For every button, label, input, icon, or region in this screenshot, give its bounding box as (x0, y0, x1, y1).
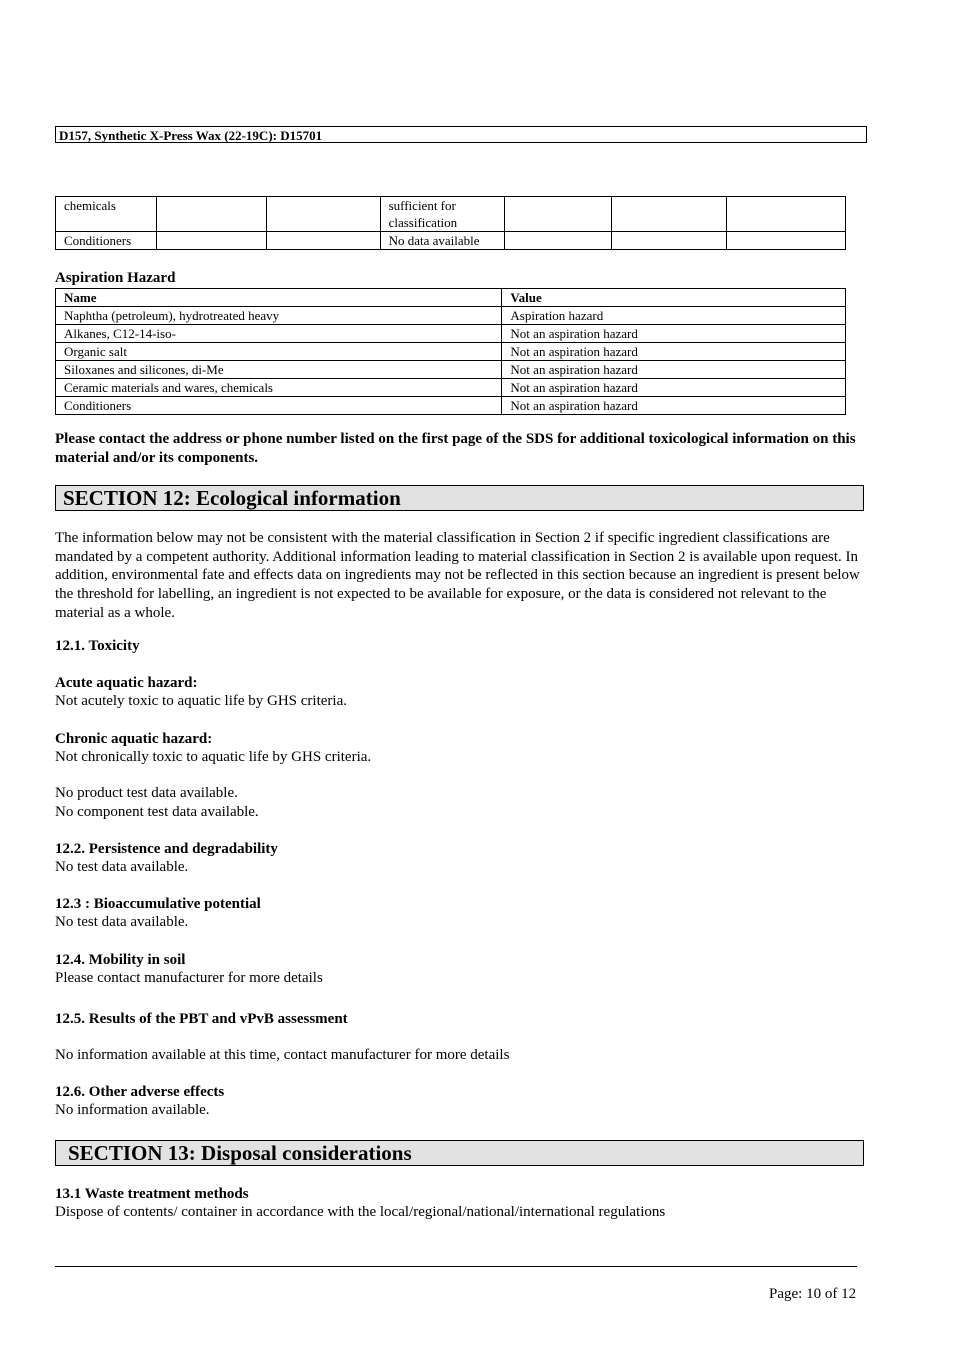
table-row (56, 397, 846, 415)
table-row (56, 361, 846, 379)
waste-treatment-heading: 13.1 Waste treatment methods (55, 1186, 249, 1202)
toxicity-heading: 12.1. Toxicity (55, 638, 140, 654)
acute-heading: Acute aquatic hazard: (55, 675, 198, 691)
table-cell: Not an aspiration hazard (502, 397, 846, 415)
column-header-value: Value (502, 289, 846, 307)
table-cell: No data available (380, 232, 504, 250)
table-header-row (56, 289, 846, 307)
table-cell: Not an aspiration hazard (502, 343, 846, 361)
table-cell: Not an aspiration hazard (502, 379, 846, 397)
mobility-heading: 12.4. Mobility in soil (55, 952, 186, 968)
aspiration-hazard-table (55, 288, 846, 415)
table-cell: Conditioners (56, 232, 157, 250)
table-cell: Aspiration hazard (502, 307, 846, 325)
bioaccumulative-text: No test data available. (55, 914, 189, 930)
no-product-data: No product test data available. (55, 785, 238, 801)
other-effects-heading: 12.6. Other adverse effects (55, 1084, 225, 1100)
bioaccumulative-heading: 12.3 : Bioaccumulative potential (55, 896, 261, 912)
section-13-title: SECTION 13: Disposal considerations (55, 1140, 864, 1166)
table-cell (727, 232, 846, 250)
contact-note: Please contact the address or phone number listed on the first page of the SDS for additional toxicological information on this material and/or its components. (55, 431, 856, 466)
table-cell (156, 232, 266, 250)
continued-toxicity-table (55, 196, 846, 250)
no-component-data: No component test data available. (55, 804, 259, 820)
section-12-intro: The information below may not be consistent with the material classification in Section 2 if specific ingredient classifications are mandated by a competent authority. Additional information leading to material classification in Section 2 is available upon request. In addition, environmental fate and effects data on ingredients may not be reflected in this section because an ingredient is present below the threshold for labelling, an ingredient is not expected to be available for exposure, or the data is considered not relevant to the material as a whole. (55, 530, 860, 621)
table-cell: Naphtha (petroleum), hydrotreated heavy (56, 307, 502, 325)
table-cell: Not an aspiration hazard (502, 325, 846, 343)
table-row (56, 307, 846, 325)
table-cell (612, 232, 727, 250)
aspiration-hazard-title: Aspiration Hazard (55, 270, 176, 286)
table-row (56, 197, 846, 232)
table-cell (612, 197, 727, 232)
table-cell: Not an aspiration hazard (502, 361, 846, 379)
table-cell: Alkanes, C12-14-iso- (56, 325, 502, 343)
table-cell (156, 197, 266, 232)
page-number: Page: 10 of 12 (769, 1286, 857, 1302)
table-row (56, 343, 846, 361)
table-cell (727, 197, 846, 232)
table-row (56, 232, 846, 250)
table-cell (266, 197, 380, 232)
table-cell: Ceramic materials and wares, chemicals (56, 379, 502, 397)
table-cell: chemicals (56, 197, 157, 232)
column-header-name: Name (56, 289, 502, 307)
table-cell: Conditioners (56, 397, 502, 415)
table-row (56, 379, 846, 397)
document-header: D157, Synthetic X-Press Wax (22-19C): D15701 (55, 126, 867, 143)
table-cell: Organic salt (56, 343, 502, 361)
pbt-text: No information available at this time, contact manufacturer for more details (55, 1047, 510, 1063)
table-cell (504, 232, 612, 250)
table-row (56, 325, 846, 343)
table-cell (504, 197, 612, 232)
other-effects-text: No information available. (55, 1102, 210, 1118)
table-cell (266, 232, 380, 250)
table-cell: sufficient for classification (380, 197, 504, 232)
pbt-heading: 12.5. Results of the PBT and vPvB assessment (55, 1011, 348, 1027)
mobility-text: Please contact manufacturer for more details (55, 970, 323, 986)
footer-divider (55, 1266, 857, 1267)
acute-text: Not acutely toxic to aquatic life by GHS criteria. (55, 693, 347, 709)
waste-treatment-text: Dispose of contents/ container in accordance with the local/regional/national/international regulations (55, 1204, 666, 1220)
section-12-title: SECTION 12: Ecological information (55, 485, 864, 511)
chronic-text: Not chronically toxic to aquatic life by GHS criteria. (55, 749, 372, 765)
chronic-heading: Chronic aquatic hazard: (55, 731, 213, 747)
persistence-text: No test data available. (55, 859, 189, 875)
table-cell: Siloxanes and silicones, di-Me (56, 361, 502, 379)
persistence-heading: 12.2. Persistence and degradability (55, 841, 278, 857)
